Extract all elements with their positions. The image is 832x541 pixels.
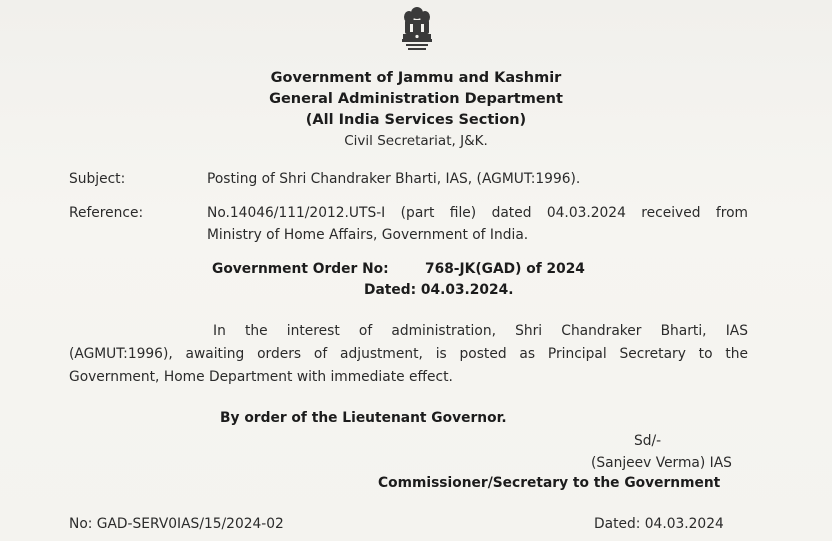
- national-emblem-icon: [396, 4, 438, 56]
- closing-line: By order of the Lieutenant Governor.: [220, 410, 507, 426]
- signature-sd: Sd/-: [634, 433, 662, 449]
- subject-label: Subject:: [69, 171, 126, 187]
- order-body-line2: (AGMUT:1996), awaiting orders of adjustment, is posted as Principal Secretary to the: [69, 346, 748, 362]
- order-body-line3: Government, Home Department with immediate effect.: [69, 369, 453, 385]
- footer-date: Dated: 04.03.2024: [594, 516, 724, 532]
- reference-label: Reference:: [69, 205, 144, 221]
- signatory-title: Commissioner/Secretary to the Government: [378, 475, 721, 491]
- header-government: Government of Jammu and Kashmir: [270, 70, 562, 86]
- order-number-label: Government Order No:: [212, 261, 389, 277]
- header-section: (All India Services Section): [305, 112, 527, 128]
- order-date: Dated: 04.03.2024.: [364, 282, 514, 298]
- footer-order-reference: No: GAD-SERV0IAS/15/2024-02: [69, 516, 284, 532]
- header-office: Civil Secretariat, J&K.: [344, 133, 488, 149]
- signatory-name: (Sanjeev Verma) IAS: [591, 455, 732, 471]
- reference-text-line1: No.14046/111/2012.UTS-I (part file) dated 04.03.2024 received from: [207, 205, 748, 221]
- subject-text: Posting of Shri Chandraker Bharti, IAS, (AGMUT:1996).: [207, 171, 581, 187]
- order-number: 768-JK(GAD) of 2024: [425, 261, 585, 277]
- header-department: General Administration Department: [269, 91, 563, 107]
- order-body-line1: In the interest of administration, Shri Chandraker Bharti, IAS: [213, 323, 748, 339]
- reference-text-line2: Ministry of Home Affairs, Government of India.: [207, 227, 529, 243]
